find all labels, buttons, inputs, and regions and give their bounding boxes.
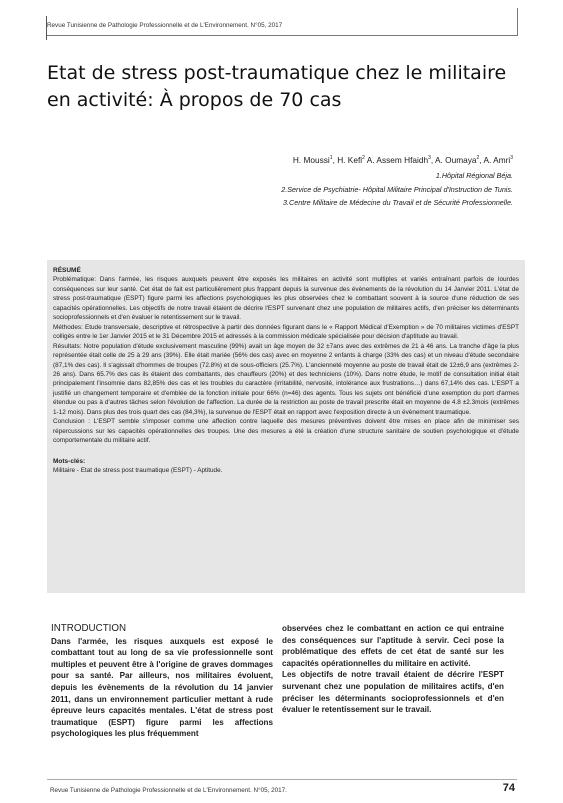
author-sup: 2 [476, 155, 480, 162]
author-sup: 3 [510, 155, 513, 162]
author-sup: 3 [428, 155, 431, 162]
header-rule-right [517, 8, 518, 36]
abstract-paragraph: Méthodes: Etude transversale, descriptive et rétrospective à partir des données figurant dans le « Rapport Médical d'Exemption » de 70 militaires victimes d'ESPT colligés entre le 1er Janvier 2015 et le 31 Décembre 2015 et adressés à la commission médicale spécialisée pour décision d'aptitude au travail. [53, 323, 519, 341]
author-list: H. Moussi$^1$, H. Kefi$^2$ A. Assem Hfaidh$^3$, A. Oumaya$^2$, A. Amri$^3$ [292, 155, 513, 165]
running-header: Revue Tunisienne de Pathologie Professionnelle et de L'Environnement. N°05, 2017 [47, 22, 283, 29]
author: A. Assem Hfaidh [366, 155, 429, 165]
abstract-heading: RÉSUMÉ [53, 267, 81, 274]
section-heading-introduction: INTRODUCTION [51, 623, 127, 634]
running-footer: Revue Tunisienne de Pathologie Professionnelle et de L'Environnement. N°05, 2017. [50, 787, 287, 794]
author: H. Kefi [337, 155, 363, 165]
abstract-paragraph: Résultats: Notre population d'étude exclusivement masculine (99%) avait un âge moyen de 32 ±7ans avec des extrêmes de 21 à 46 ans. La tranche d'âge la plus représentée était celle de 25 à 29 ans (39%). Elle était mariée (56% des cas) avec en moyenne 2 enfants à charge (33% des cas) et un niveau d'étude secondaire (87,1% des cas). Il s'agissait d'hommes de troupes (72.8%) et de sous-officiers (25.7%). L'ancienneté moyenne au poste de travail était de 12±6,9 ans (extrêmes 2-26 ans). Dans 65.7% des cas ils étaient des combattants, des chauffeurs (20%) et des techniciens (10%). Dans notre étude, le motif de consultation initial était principalement l'insomnie dans 82,85% des cas et les troubles du caractère (irritabilité, nervosité, intolérance aux frustrations…) dans 67,14% des cas. L'ESPT a justifié un changement temporaire et d'emblée de la fonction initiale pour 66% (n=46) des agents. Tous les sujets ont bénéficié d'une exemption du port d'armes étendue ou pas à d'autres tâches selon l'évolution de l'affection. La durée de la restriction au poste de travail prescrite était en moyenne de 4.8 ±2.3mois (extrêmes 1-12 mois). Dans plus des trois quart des cas (84,3%), la survenue de l'ESPT était en rapport avec l'exposition directe à un évènement traumatique. [53, 342, 519, 416]
abstract-paragraph: Problématique: Dans l'armée, les risques auxquels peuvent être exposés les militaires en activité sont multiples et variés entraînant parfois de lourdes conséquences sur leur santé. Cet état de fait est particulièrement plus frappant depuis la survenue des évènements de la révolution du 14 Janvier 2011. L'état de stress post-traumatique (ESPT) figure parmi les affections psychologiques les plus observées chez le combattant souvent à la source d'une réduction de ses capacités opérationnelles. Les objectifs de notre travail étaient de décrire l'ESPT survenant chez une population de militaires actifs, d'en préciser les déterminants socioprofessionnels et d'en évaluer le retentissement sur le travail. [53, 276, 519, 322]
author-sup: 1 [329, 155, 333, 162]
author-sup: 2 [362, 155, 365, 162]
author: A. Oumaya [435, 155, 477, 165]
article-title: Etat de stress post-traumatique chez le militaire en activité: À propos de 70 cas [47, 62, 507, 111]
abstract-paragraph: Conclusion : L'ESPT semble s'imposer comme une affection contre laquelle des mesures préventives doivent être mises en place afin de minimiser ses répercussions sur les capacités opérationnelles des troupes. Une des mesures a été la création d'une structure sanitaire de soutien psychologique et d'étude comportementale du militaire actif. [53, 418, 519, 445]
column-left [51, 623, 273, 740]
abstract-box [47, 260, 525, 593]
column-right [282, 623, 504, 716]
body-paragraph: Les objectifs de notre travail étaient de décrire l'ESPT survenant chez une population de militaires actifs, d'en préciser les déterminants socioprofessionnels et d'en évaluer le retentissement sur le travail. [282, 670, 504, 715]
page-number: 74 [502, 782, 515, 794]
body-paragraph: Dans l'armée, les risques auxquels est exposé le combattant tout au long de sa vie professionnelle sont multiples et peuvent être à l'origine de graves dommages pour sa santé. Par ailleurs, nos militaires évoluent, depuis les évènements de la révolution du 14 janvier 2011, dans un environnement particulier mettant à rude épreuve leurs capacités mentales. L'état de stress post traumatique (ESPT) figure parmi les affections psychologiques les plus fréquemment [51, 636, 273, 739]
affiliation: 2.Service de Psychiatrie- Hôpital Militaire Principal d'Instruction de Tunis. [281, 185, 513, 194]
keywords: Militaire - Etat de stress post traumatique (ESPT) - Aptitude. [53, 467, 223, 475]
keywords-heading: Mots-clés: [53, 457, 86, 465]
author: H. Moussi [292, 155, 330, 165]
footer-rule [47, 779, 517, 780]
affiliation: 1.Hôpital Régional Béja. [435, 171, 513, 180]
header-rule [47, 35, 517, 36]
author: A. Amri [483, 155, 511, 165]
body-paragraph: observées chez le combattant en action ce qui entraine des conséquences sur l'aptitude à servir. Ceci pose la problématique des effets de cet état de santé sur les capacités opérationnelles du militaire en activité. [282, 624, 504, 668]
affiliation: 3.Centre Militaire de Médecine du Travail et de Sécurité Professionnelle. [283, 198, 513, 207]
